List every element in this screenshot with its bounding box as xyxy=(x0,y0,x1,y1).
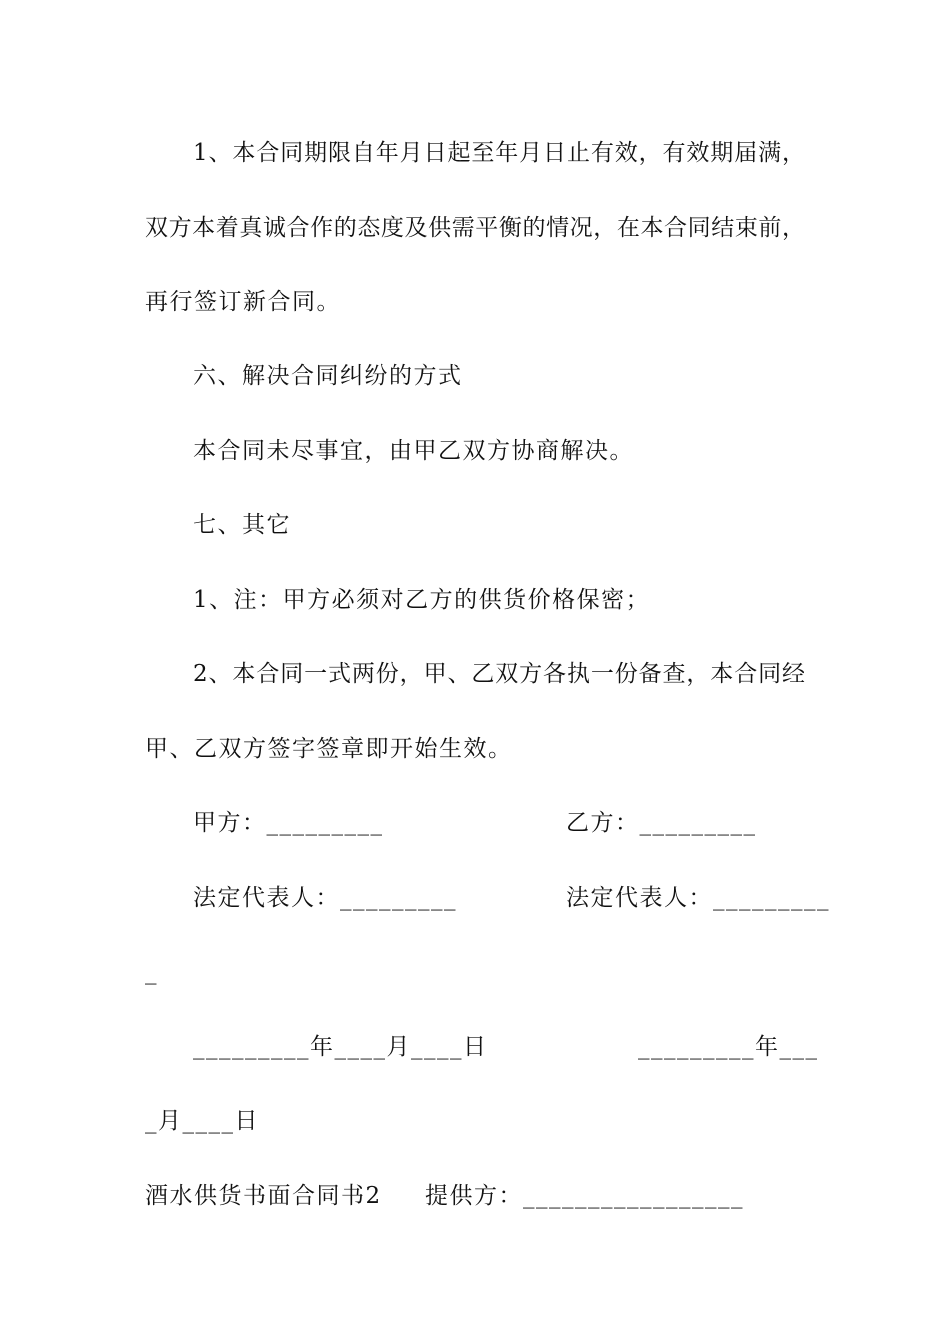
party-b-label: 乙方：_________ xyxy=(566,810,757,836)
section-seven-item-2-line-2: 甲、乙双方签字签章即开始生效。 xyxy=(145,736,513,762)
clause-term-line-1: 1、本合同期限自年月日起至年月日止有效，有效期届满， xyxy=(193,140,805,166)
section-six-body: 本合同未尽事宜，由甲乙双方协商解决。 xyxy=(193,438,634,464)
party-a-label: 甲方：_________ xyxy=(193,810,384,836)
clause-term-line-2: 双方本着真诚合作的态度及供需平衡的情况，在本合同结束前， xyxy=(145,215,805,241)
section-seven-item-1: 1、注：甲方必须对乙方的供货价格保密； xyxy=(193,587,651,613)
legal-rep-b: 法定代表人：_________ xyxy=(566,885,830,911)
section-seven-heading: 七、其它 xyxy=(193,512,291,538)
date-b-wrap: _月____日 xyxy=(145,1108,259,1134)
date-b: _________年___ xyxy=(638,1034,819,1060)
clause-term-line-3: 再行签订新合同。 xyxy=(145,289,341,315)
legal-rep-b-wrap: _ xyxy=(145,959,158,985)
legal-rep-a: 法定代表人：_________ xyxy=(193,885,457,911)
date-a: _________年____月____日 xyxy=(193,1034,488,1060)
supplier-label: 提供方：_________________ xyxy=(425,1183,744,1209)
next-contract-title: 酒水供货书面合同书2 xyxy=(145,1183,382,1209)
section-seven-item-2-line-1: 2、本合同一式两份，甲、乙双方各执一份备查，本合同经 xyxy=(193,661,805,687)
section-six-heading: 六、解决合同纠纷的方式 xyxy=(193,363,463,389)
